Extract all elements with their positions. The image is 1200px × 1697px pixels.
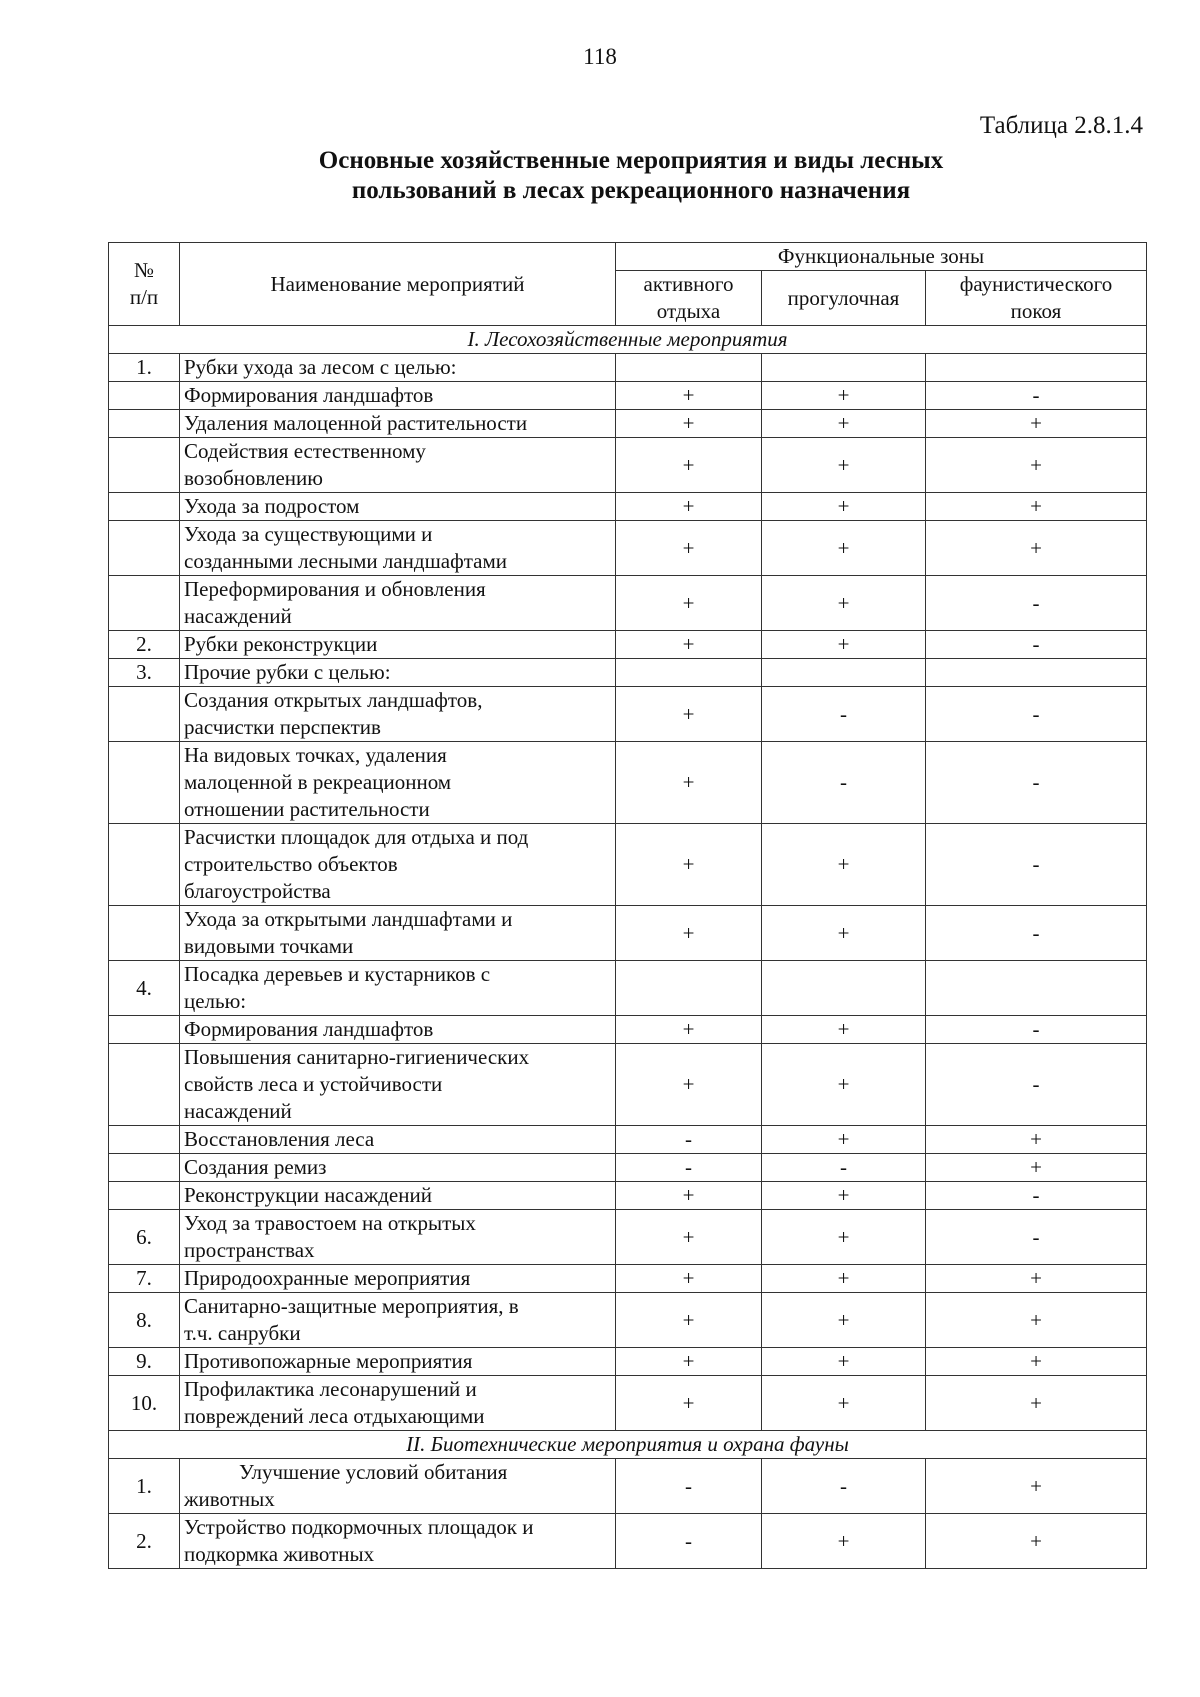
activity-name-line: повреждений леса отдыхающими [184,1404,485,1428]
row-number [109,1016,180,1044]
mark-walking-zone [762,961,926,1016]
table-row [109,1514,1147,1569]
row-activity-name [180,1265,616,1293]
row-number [109,1044,180,1126]
mark-active-zone: + [616,410,762,438]
activity-name-line: видовыми точками [184,934,354,958]
mark-fauna-zone [926,659,1147,687]
mark-fauna-zone: - [926,576,1147,631]
mark-fauna-zone [926,961,1147,1016]
mark-fauna-zone: + [926,521,1147,576]
mark-active-zone: - [616,1154,762,1182]
mark-walking-zone: + [762,1126,926,1154]
table-label: Таблица 2.8.1.4 [979,112,1143,139]
mark-walking-zone: + [762,631,926,659]
mark-fauna-zone: - [926,687,1147,742]
row-number [109,687,180,742]
mark-fauna-zone: - [926,824,1147,906]
section-row [109,1431,1147,1459]
row-number [109,410,180,438]
activity-name-line: Устройство подкормочных площадок и [184,1515,534,1539]
table-title [0,146,1200,206]
activity-name-line: созданными лесными ландшафтами [184,549,507,573]
table-row [109,687,1147,742]
mark-walking-zone: + [762,1514,926,1569]
header-zone-walking [762,271,926,326]
row-activity-name [180,1016,616,1044]
table-row [109,382,1147,410]
row-activity-name [180,521,616,576]
row-number: 8. [109,1293,180,1348]
section-row [109,326,1147,354]
mark-walking-zone: - [762,1459,926,1514]
row-activity-name [180,1459,616,1514]
mark-walking-zone: + [762,906,926,961]
row-activity-name [180,1126,616,1154]
row-activity-name [180,824,616,906]
activity-name-line: Профилактика лесонарушений и [184,1377,477,1401]
activity-name-line: целью: [184,989,247,1013]
mark-fauna-zone: + [926,1514,1147,1569]
activity-name-line: Расчистки площадок для отдыха и под [184,825,529,849]
section-title: II. Биотехнические мероприятия и охрана фауны [109,1431,1147,1459]
header-num [109,243,180,326]
table-row [109,410,1147,438]
mark-walking-zone: + [762,410,926,438]
row-activity-name [180,576,616,631]
mark-walking-zone: - [762,1154,926,1182]
table-row [109,576,1147,631]
mark-walking-zone: - [762,687,926,742]
row-number: 7. [109,1265,180,1293]
row-activity-name [180,354,616,382]
table-row [109,1210,1147,1265]
mark-fauna-zone: - [926,1182,1147,1210]
row-activity-name [180,961,616,1016]
mark-walking-zone: + [762,1376,926,1431]
activity-name-line: пространствах [184,1238,315,1262]
row-activity-name [180,687,616,742]
row-number [109,493,180,521]
activity-name-line: Санитарно-защитные мероприятия, в [184,1294,519,1318]
mark-fauna-zone: + [926,1265,1147,1293]
row-activity-name [180,1293,616,1348]
table-row [109,1044,1147,1126]
header-zones-group: Функциональные зоны [616,243,1147,271]
mark-fauna-zone: - [926,1016,1147,1044]
row-activity-name [180,1514,616,1569]
mark-walking-zone: + [762,493,926,521]
row-number [109,906,180,961]
mark-fauna-zone: - [926,742,1147,824]
row-number [109,576,180,631]
mark-active-zone: + [616,1182,762,1210]
mark-fauna-zone: - [926,1210,1147,1265]
mark-walking-zone: + [762,576,926,631]
activity-name-line: Рубки ухода за лесом с целью: [184,355,457,379]
table-row [109,1154,1147,1182]
mark-walking-zone: - [762,742,926,824]
table-row [109,659,1147,687]
row-number [109,382,180,410]
table-row [109,1376,1147,1431]
mark-walking-zone: + [762,1265,926,1293]
row-number [109,1154,180,1182]
row-number: 1. [109,354,180,382]
row-activity-name [180,1044,616,1126]
row-activity-name [180,1348,616,1376]
header-name: Наименование мероприятий [180,243,616,326]
mark-active-zone: + [616,1293,762,1348]
activity-name-line: Посадка деревьев и кустарников с [184,962,491,986]
table-row [109,1348,1147,1376]
header-zone-line: отдыха [656,299,721,323]
row-activity-name [180,438,616,493]
activity-name-line: малоценной в рекреационном [184,770,452,794]
row-number: 1. [109,1459,180,1514]
header-zone-line: покоя [1010,299,1062,323]
row-number [109,742,180,824]
table-row [109,742,1147,824]
activity-name-line: возобновлению [184,466,323,490]
row-number [109,1126,180,1154]
activity-name-line: Ухода за существующими и [184,522,433,546]
row-activity-name [180,410,616,438]
activity-name-line: Создания ремиз [184,1155,327,1179]
mark-active-zone: + [616,1376,762,1431]
mark-active-zone [616,961,762,1016]
mark-walking-zone: + [762,824,926,906]
page-number: 118 [583,44,617,69]
mark-active-zone: + [616,1348,762,1376]
mark-fauna-zone: - [926,1044,1147,1126]
activities-table [108,242,1147,1569]
mark-fauna-zone: + [926,1348,1147,1376]
activity-name-line: Переформирования и обновления [184,577,486,601]
activity-name-line: насаждений [184,1099,292,1123]
activity-name-line: Содействия естественному [184,439,426,463]
row-number: 4. [109,961,180,1016]
header-zone-line: активного [643,272,734,296]
row-number: 2. [109,631,180,659]
row-number [109,824,180,906]
header-zone-line: фаунистического [959,272,1113,296]
row-activity-name [180,382,616,410]
activity-name-line: Повышения санитарно-гигиенических [184,1045,530,1069]
mark-fauna-zone: + [926,410,1147,438]
mark-fauna-zone: + [926,1459,1147,1514]
table-row [109,1126,1147,1154]
activity-name-line: Уход за травостоем на открытых [184,1211,476,1235]
activity-name-line: Улучшение условий обитания [239,1460,508,1484]
row-number: 9. [109,1348,180,1376]
activity-name-line: расчистки перспектив [184,715,381,739]
table-row [109,906,1147,961]
table-row [109,493,1147,521]
row-number: 10. [109,1376,180,1431]
activity-name-line: строительство объектов [184,852,398,876]
mark-walking-zone: + [762,382,926,410]
mark-active-zone: + [616,1044,762,1126]
mark-fauna-zone: + [926,1126,1147,1154]
row-number: 6. [109,1210,180,1265]
table-row [109,1459,1147,1514]
header-zone-active [616,271,762,326]
row-activity-name [180,1210,616,1265]
row-activity-name [180,659,616,687]
activity-name-line: животных [184,1487,275,1511]
header-zone-line: прогулочная [787,285,900,310]
activity-name-line: Создания открытых ландшафтов, [184,688,483,712]
table-row [109,521,1147,576]
activity-name-line: Природоохранные мероприятия [184,1266,471,1290]
activity-name-line: Рубки реконструкции [184,632,378,656]
mark-active-zone: + [616,687,762,742]
mark-walking-zone: + [762,438,926,493]
activity-name-line: благоустройства [184,879,331,903]
activity-name-line: Формирования ландшафтов [184,383,434,407]
activity-name-line: подкормка животных [184,1542,375,1566]
mark-active-zone [616,354,762,382]
section-title: I. Лесохозяйственные мероприятия [109,326,1147,354]
mark-fauna-zone: + [926,1154,1147,1182]
row-activity-name [180,1154,616,1182]
activity-name-line: Противопожарные мероприятия [184,1349,473,1373]
mark-active-zone: + [616,1210,762,1265]
activity-name-line: Удаления малоценной растительности [184,411,528,435]
row-number: 3. [109,659,180,687]
activity-name-line: Восстановления леса [184,1127,375,1151]
mark-walking-zone: + [762,1293,926,1348]
mark-walking-zone: + [762,1016,926,1044]
activity-name-line: Реконструкции насаждений [184,1183,432,1207]
mark-active-zone: + [616,576,762,631]
activity-name-line: Прочие рубки с целью: [184,660,391,684]
mark-active-zone: + [616,1016,762,1044]
mark-active-zone: - [616,1459,762,1514]
table-row [109,1182,1147,1210]
table-row [109,631,1147,659]
row-activity-name [180,1182,616,1210]
mark-fauna-zone: - [926,906,1147,961]
mark-active-zone: + [616,906,762,961]
mark-fauna-zone: - [926,631,1147,659]
mark-active-zone [616,659,762,687]
mark-fauna-zone [926,354,1147,382]
mark-active-zone: - [616,1126,762,1154]
mark-fauna-zone: + [926,493,1147,521]
table-row [109,438,1147,493]
activity-name-line: отношении растительности [184,797,430,821]
header-num-line: п/п [129,285,159,309]
row-number [109,521,180,576]
mark-fauna-zone: + [926,438,1147,493]
activity-name-line: На видовых точках, удаления [184,743,447,767]
mark-active-zone: + [616,1265,762,1293]
activity-name-line: т.ч. санрубки [184,1321,301,1345]
activity-name-line: Ухода за подростом [184,494,360,518]
header-zone-fauna [926,271,1147,326]
mark-fauna-zone: - [926,382,1147,410]
table-body [109,326,1147,1569]
table-row [109,354,1147,382]
mark-active-zone: + [616,493,762,521]
table-row [109,1293,1147,1348]
table-title-line: Основные хозяйственные мероприятия и виды лесных [318,147,944,174]
mark-walking-zone: + [762,1182,926,1210]
table-row [109,961,1147,1016]
mark-walking-zone: + [762,1210,926,1265]
mark-active-zone: - [616,1514,762,1569]
mark-walking-zone: + [762,1044,926,1126]
mark-active-zone: + [616,438,762,493]
row-activity-name [180,906,616,961]
table-row [109,824,1147,906]
mark-walking-zone [762,659,926,687]
mark-walking-zone: + [762,1348,926,1376]
mark-walking-zone [762,354,926,382]
row-number: 2. [109,1514,180,1569]
row-activity-name [180,493,616,521]
row-number [109,438,180,493]
row-activity-name [180,631,616,659]
activity-name-line: свойств леса и устойчивости [184,1072,443,1096]
mark-active-zone: + [616,521,762,576]
table-row [109,1265,1147,1293]
row-activity-name [180,1376,616,1431]
activity-name-line: насаждений [184,604,292,628]
mark-fauna-zone: + [926,1293,1147,1348]
mark-active-zone: + [616,824,762,906]
mark-walking-zone: + [762,521,926,576]
row-activity-name [180,742,616,824]
header-num-line: № [133,258,155,282]
table-row [109,1016,1147,1044]
row-number [109,1182,180,1210]
mark-active-zone: + [616,742,762,824]
mark-fauna-zone: + [926,1376,1147,1431]
activity-name-line: Формирования ландшафтов [184,1017,434,1041]
mark-active-zone: + [616,382,762,410]
table-title-line: пользований в лесах рекреационного назначения [351,177,911,204]
mark-active-zone: + [616,631,762,659]
activity-name-line: Ухода за открытыми ландшафтами и [184,907,513,931]
